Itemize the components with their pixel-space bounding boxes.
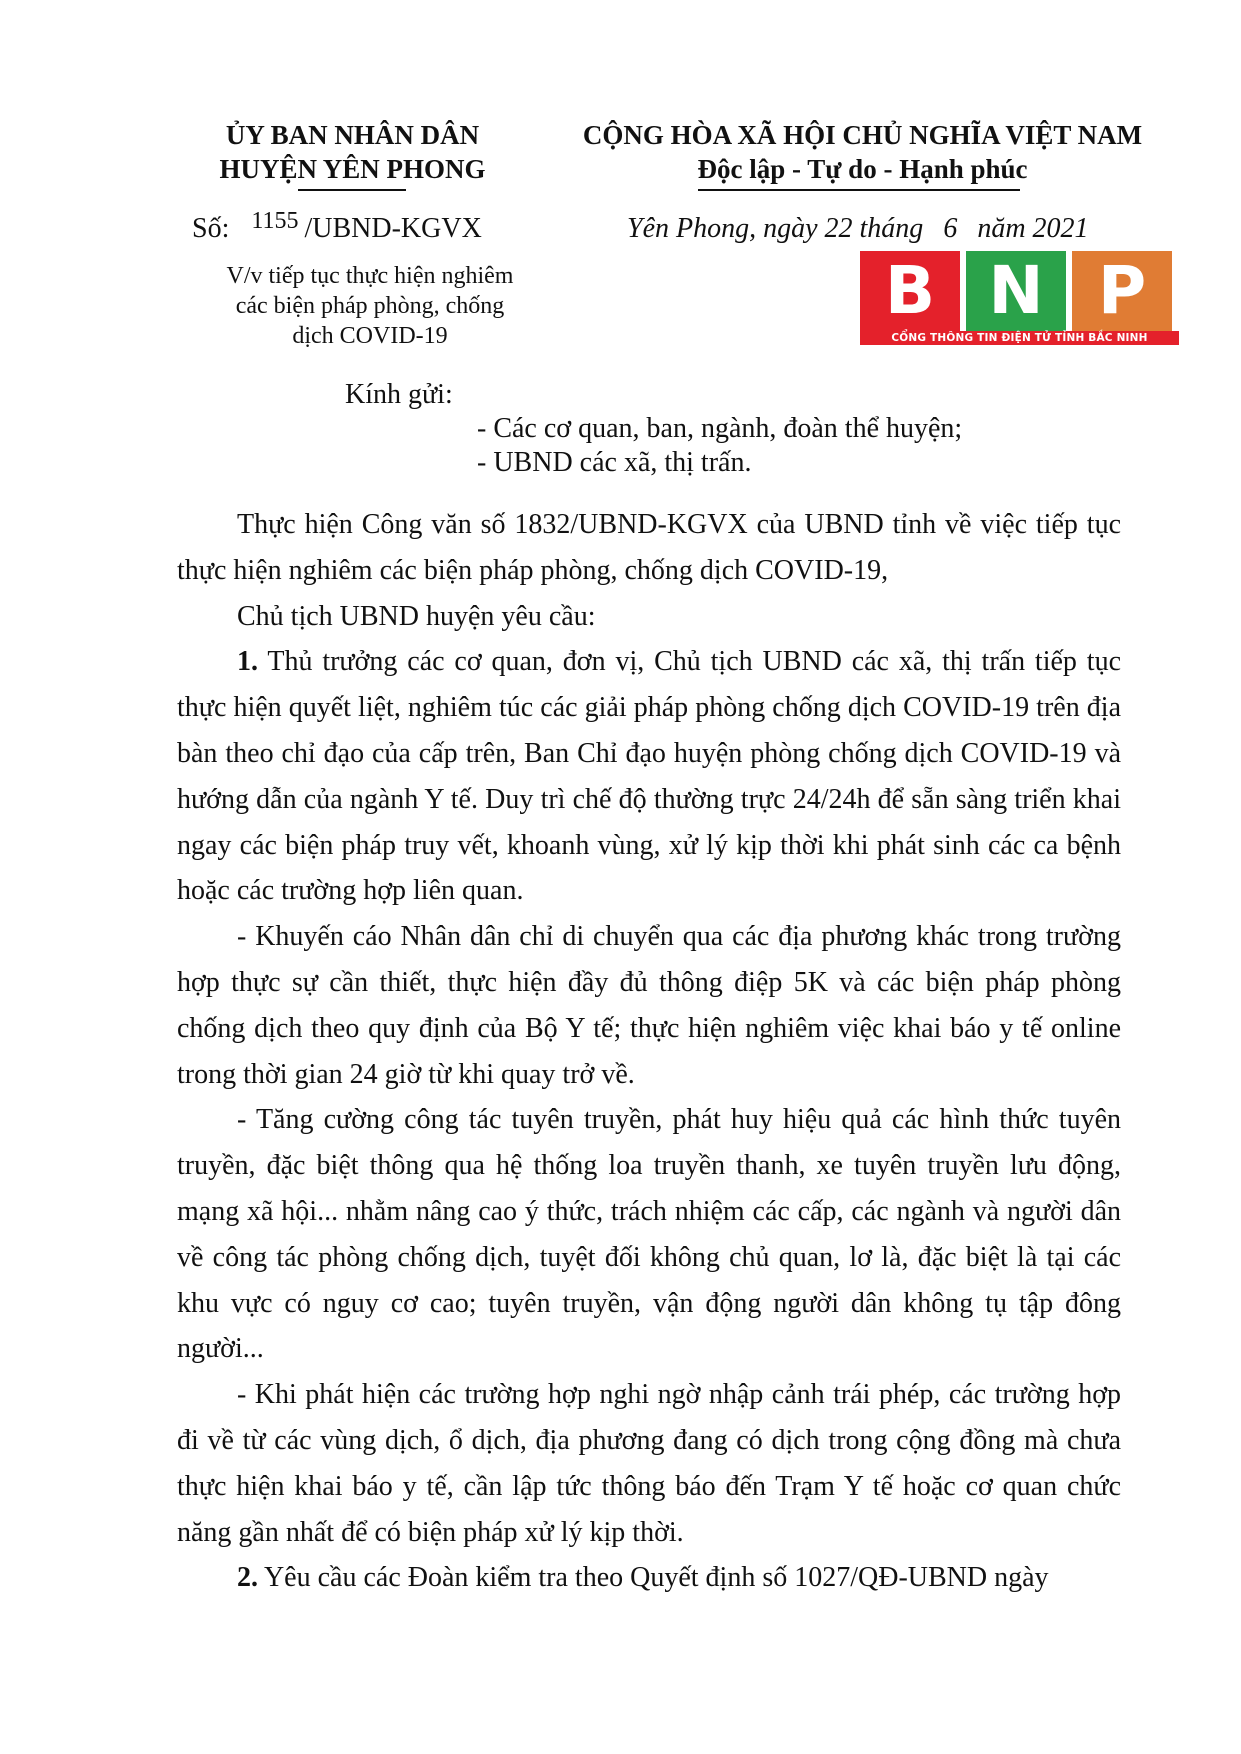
subject-line-3: dịch COVID-19 <box>292 323 448 349</box>
agency-line-1: ỦY BAN NHÂN DÂN <box>225 120 480 150</box>
item-number: 1. <box>237 646 258 678</box>
document-subject <box>180 261 560 351</box>
national-motto <box>560 118 1165 186</box>
body-paragraph-item-2 <box>177 1555 1121 1601</box>
issuing-agency <box>160 118 545 186</box>
body-paragraph-intro: Thực hiện Công văn số 1832/UBND-KGVX của UBND tỉnh về việc tiếp tục thực hiện nghiêm các biện pháp phòng, chống dịch COVID-19, <box>177 509 1121 586</box>
recipient-item: - UBND các xã, thị trấn. <box>477 447 752 478</box>
item-text: Yêu cầu các Đoàn kiểm tra theo Quyết định số 1027/QĐ-UBND ngày <box>258 1562 1049 1594</box>
body-paragraph-bullet: - Khi phát hiện các trường hợp nghi ngờ nhập cảnh trái phép, các trường hợp đi về từ các vùng dịch, ổ dịch, địa phương đang có dịch trong cộng đồng mà chưa thực hiện khai báo y tế, cần lập tức thông báo đến Trạm Y tế hoặc cơ quan chức năng gần nhất để có biện pháp xử lý kịp thời. <box>177 1379 1121 1548</box>
motto-underline <box>698 189 1020 191</box>
so-label: Số: <box>192 213 230 244</box>
document-date <box>627 213 1089 245</box>
date-month: 6 <box>943 213 958 244</box>
document-number <box>192 208 482 245</box>
bnp-logo <box>860 251 1179 345</box>
logo-letter-n: N <box>966 251 1066 331</box>
subject-line-2: các biện pháp phòng, chống <box>235 293 505 319</box>
recipient-item: - Các cơ quan, ban, ngành, đoàn thể huyện; <box>477 413 963 444</box>
logo-letter-b: B <box>860 251 960 331</box>
body-paragraph-bullet: - Khuyến cáo Nhân dân chỉ di chuyển qua các địa phương khác trong trường hợp thực sự cần thiết, thực hiện đầy đủ thông điệp 5K và các biện pháp phòng chống dịch theo quy định của Bộ Y tế; thực hiện nghiêm việc khai báo y tế online trong thời gian 24 giờ từ khi quay trở về. <box>177 921 1121 1090</box>
item-number: 2. <box>237 1562 258 1594</box>
body-paragraph-request: Chủ tịch UBND huyện yêu cầu: <box>237 600 596 632</box>
so-suffix: /UBND-KGVX <box>304 213 482 244</box>
nation-line-1: CỘNG HÒA XÃ HỘI CHỦ NGHĨA VIỆT NAM <box>582 120 1143 150</box>
item-text: Thủ trưởng các cơ quan, đơn vị, Chủ tịch UBND các xã, thị trấn tiếp tục thực hiện quyết liệt, nghiêm túc các giải pháp phòng chống dịch COVID-19 trên địa bàn theo chỉ đạo của cấp trên, Ban Chỉ đạo huyện phòng chống dịch COVID-19 và hướng dẫn của ngành Y tế. Duy trì chế độ thường trực 24/24h để sẵn sàng triển khai ngay các biện pháp truy vết, khoanh vùng, xử lý kịp thời khi phát sinh các ca bệnh hoặc các trường hợp liên quan. <box>177 646 1121 907</box>
logo-letter-p: P <box>1072 251 1172 331</box>
letter-body <box>177 502 1121 1601</box>
agency-line-2: HUYỆN YÊN PHONG <box>219 154 486 184</box>
so-number: 1155 <box>251 208 299 234</box>
logo-tagline: CỔNG THÔNG TIN ĐIỆN TỬ TỈNH BẮC NINH <box>860 331 1179 345</box>
date-prefix: Yên Phong, ngày 22 tháng <box>627 213 924 244</box>
body-paragraph-bullet: - Tăng cường công tác tuyên truyền, phát huy hiệu quả các hình thức tuyên truyền, đặc biệt thông qua hệ thống loa truyền thanh, xe tuyên truyền lưu động, mạng xã hội... nhằm nâng cao ý thức, trách nhiệm các cấp, các ngành và người dân về công tác phòng chống dịch, tuyệt đối không chủ quan, lơ là, đặc biệt là tại các khu vực có nguy cơ cao; tuyên truyền, vận động người dân không tụ tập đông người... <box>177 1104 1121 1365</box>
nation-line-2: Độc lập - Tự do - Hạnh phúc <box>697 154 1028 184</box>
body-paragraph-item-1 <box>177 639 1121 914</box>
subject-line-1: V/v tiếp tục thực hiện nghiêm <box>226 263 514 289</box>
agency-underline <box>298 189 406 191</box>
greeting-label: Kính gửi: <box>345 379 453 410</box>
date-year: năm 2021 <box>977 213 1089 244</box>
